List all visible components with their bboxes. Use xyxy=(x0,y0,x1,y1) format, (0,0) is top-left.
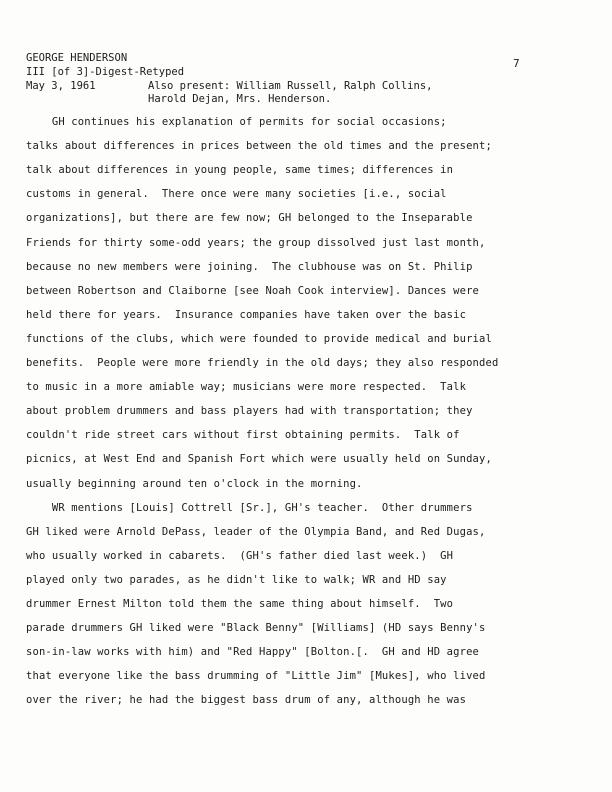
body-line: because no new members were joining. The clubhouse was on St. Philip xyxy=(26,260,473,273)
body-line: WR mentions [Louis] Cottrell [Sr.], GH's teacher. Other drummers xyxy=(26,501,473,514)
body-line: picnics, at West End and Spanish Fort which were usually held on Sunday, xyxy=(26,453,492,466)
body-line: about problem drummers and bass players had with transportation; they xyxy=(26,405,473,418)
body-line: Friends for thirty some-odd years; the group dissolved just last month, xyxy=(26,236,486,249)
body-line: benefits. People were more friendly in the old days; they also responded xyxy=(26,357,499,369)
body-line: talks about differences in prices between the old times and the present; xyxy=(26,140,492,153)
body-line: son-in-law works with him) and "Red Happy" [Bolton.[. GH and HD agree xyxy=(26,646,480,659)
body-line: between Robertson and Claiborne [see Noah Cook interview]. Dances were xyxy=(26,284,480,297)
body-line: played only two parades, as he didn't like to walk; WR and HD say xyxy=(26,573,447,586)
header-name: GEORGE HENDERSON xyxy=(26,52,128,64)
body-line: who usually worked in cabarets. (GH's father died last week.) GH xyxy=(26,549,454,562)
body-line: functions of the clubs, which were founded to provide medical and burial xyxy=(26,332,492,345)
header-also-present-cont: Harold Dejan, Mrs. Henderson. xyxy=(148,93,332,105)
body-line: that everyone like the bass drumming of "Little Jim" [Mukes], who lived xyxy=(26,670,486,683)
body-line: usually beginning around ten o'clock in the morning. xyxy=(26,477,363,490)
body-line: held there for years. Insurance companies have taken over the basic xyxy=(26,308,467,321)
header-reel: III [of 3]-Digest-Retyped xyxy=(26,66,185,78)
header-date: May 3, 1961 xyxy=(26,80,96,92)
body-line: couldn't ride street cars without first obtaining permits. Talk of xyxy=(26,429,460,442)
body-line: parade drummers GH liked were "Black Benny" [Williams] (HD says Benny's xyxy=(26,622,486,635)
body-line: to music in a more amiable way; musicians were more respected. Talk xyxy=(26,381,467,394)
body-line: organizations], but there are few now; GH belonged to the Inseparable xyxy=(26,212,473,225)
body-line: customs in general. There once were many societies [i.e., social xyxy=(26,188,447,201)
body-line: GH liked were Arnold DePass, leader of the Olympia Band, and Red Dugas, xyxy=(26,525,486,538)
body-line: drummer Ernest Milton told them the same thing about himself. Two xyxy=(26,598,454,610)
body-line: GH continues his explanation of permits for social occasions; xyxy=(26,116,447,128)
body-line: talk about differences in young people, same times; differences in xyxy=(26,164,454,177)
header-also-present: Also present: William Russell, Ralph Collins, xyxy=(148,80,433,92)
body-line: over the river; he had the biggest bass drum of any, although he was xyxy=(26,694,467,707)
page-number: 7 xyxy=(513,57,520,70)
